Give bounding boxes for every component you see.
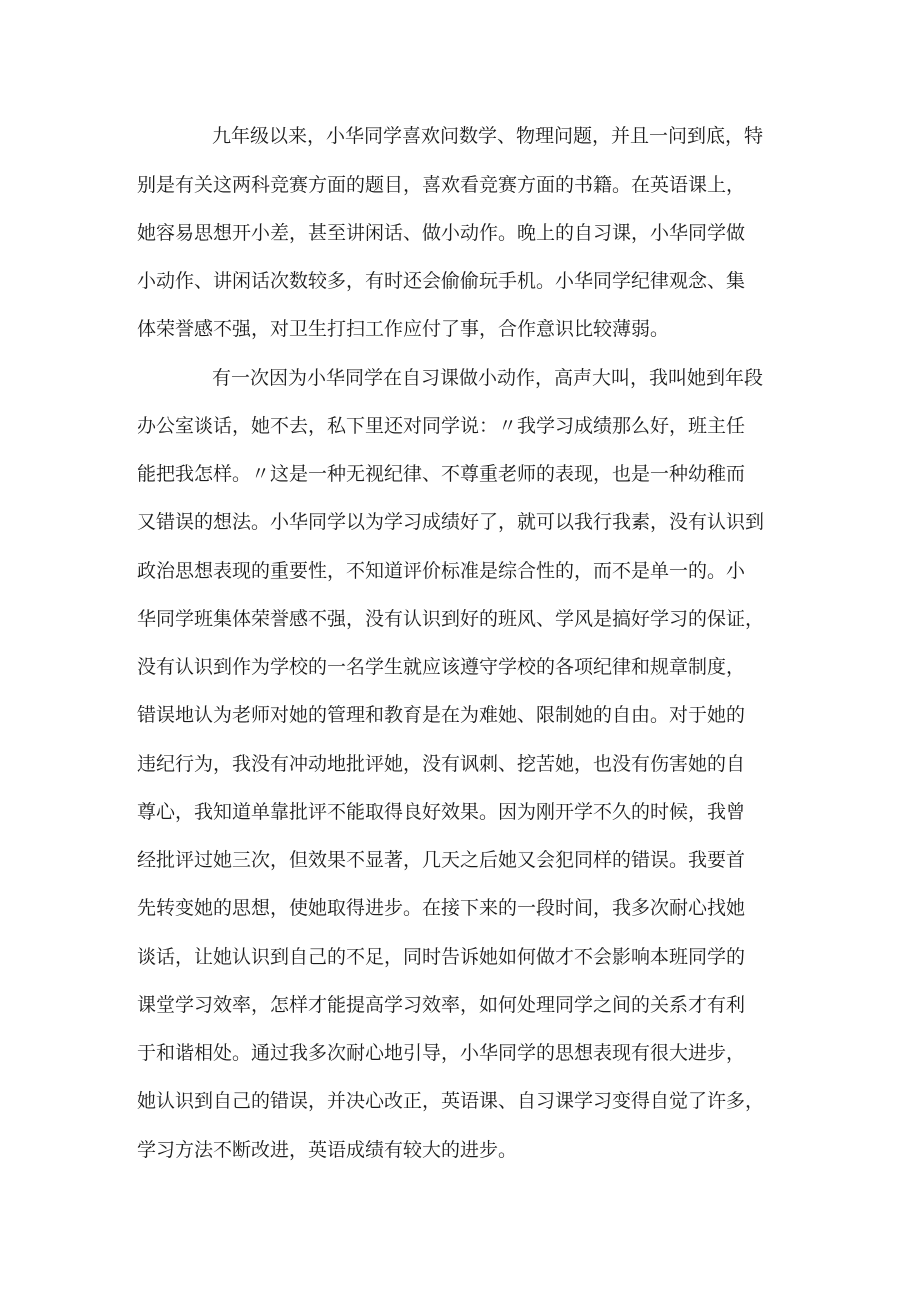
text-line: 学习方法不断改进，英语成绩有较大的进步。	[137, 1139, 518, 1161]
text-line: 能把我怎样。〃这是一种无视纪律、不尊重老师的表现，也是一种幼稚而	[137, 463, 746, 485]
text-line: 违纪行为，我没有冲动地批评她，没有讽刺、挖苦她，也没有伤害她的自	[137, 753, 746, 775]
text-line: 错误地认为老师对她的管理和教育是在为难她、限制她的自由。对于她的	[137, 704, 746, 726]
text-line: 尊心，我知道单靠批评不能取得良好效果。因为刚开学不久的时候，我曾	[137, 801, 746, 823]
text-line: 于和谐相处。通过我多次耐心地引导，小华同学的思想表现有很大进步，	[137, 1042, 746, 1064]
text-line: 华同学班集体荣誉感不强，没有认识到好的班风、学风是搞好学习的保证，	[137, 608, 765, 630]
text-line: 课堂学习效率，怎样才能提高学习效率，如何处理同学之间的关系才有利	[137, 994, 746, 1016]
text-line: 政治思想表现的重要性，不知道评价标准是综合性的，而不是单一的。小	[137, 560, 746, 582]
text-line: 有一次因为小华同学在自习课做小动作，高声大叫，我叫她到年段	[212, 367, 764, 389]
text-line: 谈话，让她认识到自己的不足，同时告诉她如何做才不会影响本班同学的	[137, 946, 746, 968]
text-line: 体荣誉感不强，对卫生打扫工作应付了事，合作意识比较薄弱。	[137, 318, 670, 340]
text-line: 办公室谈话，她不去，私下里还对同学说：〃我学习成绩那么好，班主任	[137, 415, 746, 437]
text-line: 小动作、讲闲话次数较多，有时还会偷偷玩手机。小华同学纪律观念、集	[137, 270, 746, 292]
text-line: 经批评过她三次，但效果不显著，几天之后她又会犯同样的错误。我要首	[137, 849, 746, 871]
text-line: 她认识到自己的错误，并决心改正，英语课、自习课学习变得自觉了许多，	[137, 1090, 765, 1112]
text-line: 先转变她的思想，使她取得进步。在接下来的一段时间，我多次耐心找她	[137, 897, 746, 919]
text-line: 她容易思想开小差，甚至讲闲话、做小动作。晚上的自习课，小华同学做	[137, 222, 746, 244]
text-line: 又错误的想法。小华同学以为学习成绩好了，就可以我行我素，没有认识到	[137, 511, 765, 533]
text-line: 没有认识到作为学校的一名学生就应该遵守学校的各项纪律和规章制度，	[137, 656, 746, 678]
text-line: 九年级以来，小华同学喜欢问数学、物理问题，并且一问到底，特	[212, 125, 764, 147]
text-line: 别是有关这两科竞赛方面的题目，喜欢看竞赛方面的书籍。在英语课上，	[137, 174, 746, 196]
